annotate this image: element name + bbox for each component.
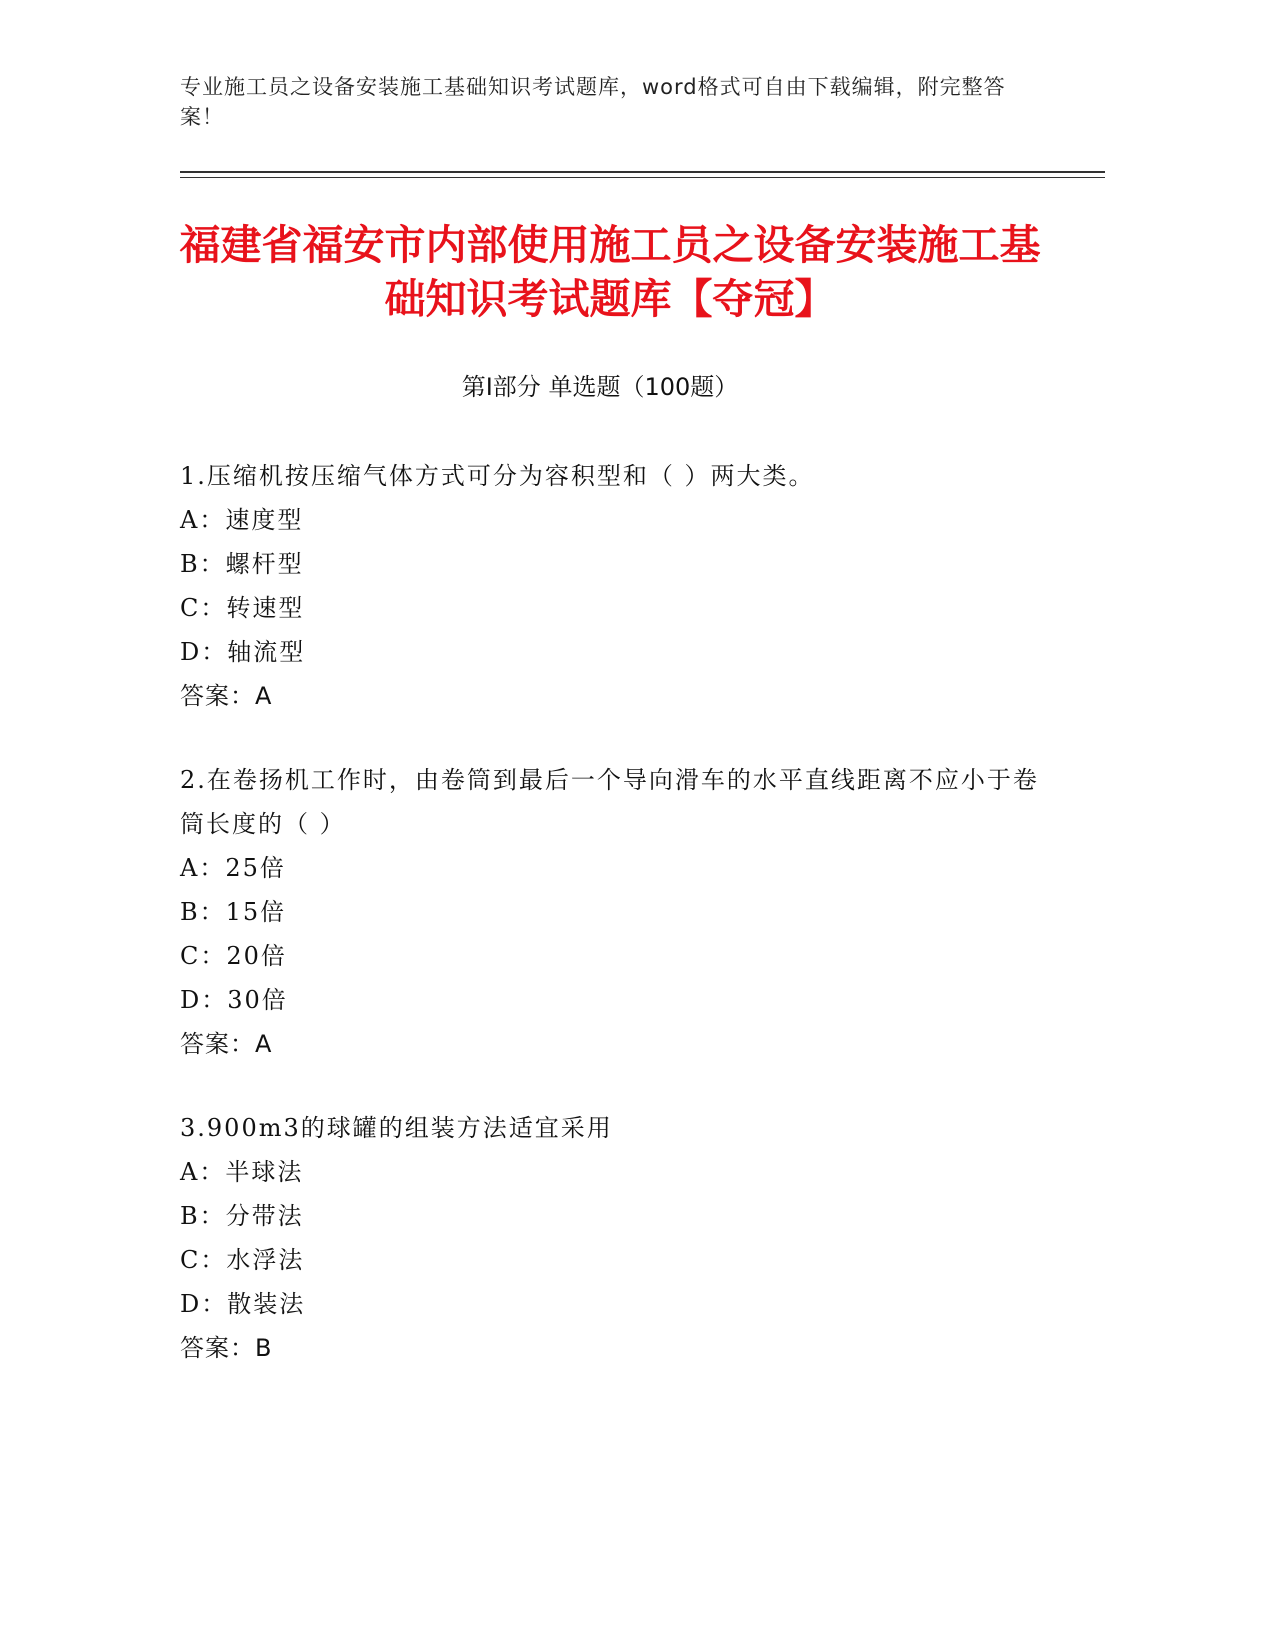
question-stem: 3.900m3的球罐的组装方法适宜采用 bbox=[180, 1114, 613, 1142]
option-c: C：水浮法 bbox=[180, 1246, 305, 1274]
option-d: D：散装法 bbox=[180, 1290, 306, 1318]
option-b: B：15倍 bbox=[180, 898, 287, 926]
header-divider-thick bbox=[180, 171, 1105, 173]
option-b: B：螺杆型 bbox=[180, 550, 304, 578]
option-d: D：轴流型 bbox=[180, 638, 306, 666]
header-note: 专业施工员之设备安装施工基础知识考试题库，word格式可自由下载编辑，附完整答案！ bbox=[180, 75, 1006, 129]
question-3 bbox=[180, 1106, 1040, 1370]
question-stem: 1.压缩机按压缩气体方式可分为容积型和（ ）两大类。 bbox=[180, 462, 815, 490]
option-a: A：半球法 bbox=[180, 1158, 304, 1186]
option-b: B：分带法 bbox=[180, 1202, 304, 1230]
option-a: A：速度型 bbox=[180, 506, 304, 534]
answer: 答案：A bbox=[180, 1030, 273, 1058]
header-divider-thin bbox=[180, 177, 1105, 178]
question-1 bbox=[180, 454, 1040, 718]
document-title: 福建省福安市内部使用施工员之设备安装施工基础知识考试题库【夺冠】 bbox=[179, 221, 1041, 323]
question-2 bbox=[180, 758, 1040, 1066]
section-title: 第Ⅰ部分 单选题（100题） bbox=[461, 373, 739, 401]
answer: 答案：A bbox=[180, 682, 273, 710]
option-d: D：30倍 bbox=[180, 986, 288, 1014]
option-c: C：20倍 bbox=[180, 942, 287, 970]
option-c: C：转速型 bbox=[180, 594, 305, 622]
option-a: A：25倍 bbox=[180, 854, 286, 882]
question-stem: 2.在卷扬机工作时，由卷筒到最后一个导向滑车的水平直线距离不应小于卷筒长度的（ ） bbox=[180, 766, 1039, 838]
answer: 答案：B bbox=[180, 1334, 273, 1362]
